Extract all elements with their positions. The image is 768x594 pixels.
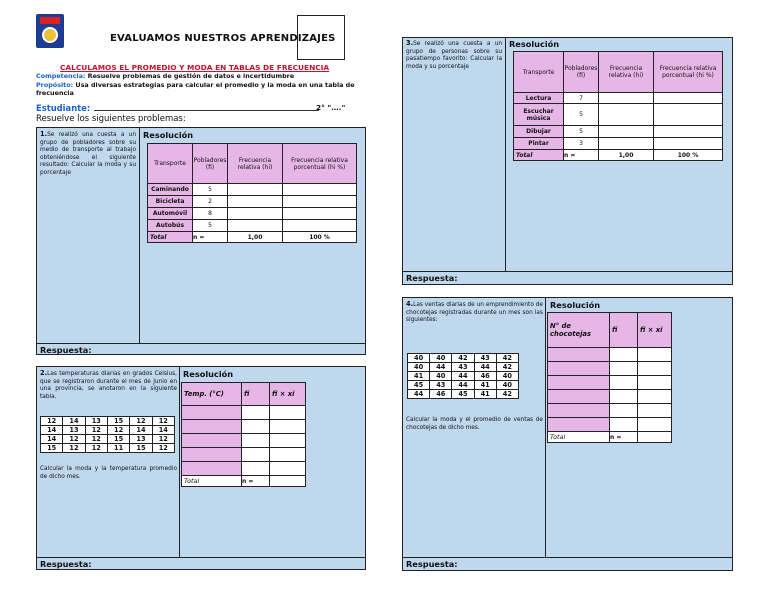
student-field[interactable]: Estudiante: [36, 103, 319, 113]
school-logo [36, 14, 64, 48]
resolucion-label: Resolución [183, 369, 234, 379]
instruction: Resuelve los siguientes problemas: [36, 114, 186, 124]
problem-text: 2.Las temperaturas diarias en grados Celsius, que se registraron durante el mes de Junio en una provincia, se anotaron en la siguiente tabla. [40, 369, 177, 400]
problem-question: Calcular la moda y la temperatura promedio de dicho mes. [40, 466, 177, 480]
respuesta-label: Respuesta: [40, 345, 92, 355]
problem-card-2 [36, 366, 366, 570]
competencia: Competencia: Resuelve problemas de gestión de datos e incertidumbre [36, 72, 295, 80]
problem-text: 4.Las ventas diarias de un emprendimiento de chocotejas registradas durante un mes son las siguientes: [406, 300, 543, 324]
resolucion-label: Resolución [509, 39, 560, 49]
problem-text: 3.Se realizó una cuesta a un grupo de personas sobre su pasatiempo favorito: Calcular la moda y su porcentaje [406, 39, 502, 70]
temperature-grid: 12 14 13 15 12 12 14 13 12 12 14 14 14 12 12 15 13 12 15 12 12 11 15 12 [40, 416, 175, 453]
problem-card-4 [402, 297, 733, 571]
respuesta-label: Respuesta: [40, 559, 92, 569]
frequency-table: Temp. (°C) fi fi × xi Total n = [181, 382, 306, 487]
problem-text: 1.Se realizó una cuesta a un grupo de pobladores sobre su medio de transporte al trabajo obteniéndose el siguiente resultado: Calcular la moda y su porcentaje [40, 130, 136, 176]
sales-grid: 40 40 42 43 42 40 44 43 44 42 41 40 44 46 40 45 43 44 41 40 44 46 45 41 42 [407, 353, 519, 399]
resolucion-label: Resolución [550, 300, 601, 310]
problem-question: Calcular la moda y el promedio de ventas de chocotejas de dicho mes. [406, 417, 543, 431]
problem-card-3 [402, 37, 733, 285]
photo-box [297, 15, 345, 60]
grade-label: 2° "…." [316, 103, 346, 112]
frequency-table: N° de chocotejas fi fi × xi Total n = [547, 312, 672, 443]
problem-card-1 [36, 127, 366, 355]
page-title: EVALUAMOS NUESTROS APRENDIZAJES [110, 33, 336, 44]
respuesta-label: Respuesta: [406, 559, 458, 569]
frequency-table: Transporte Pobladores (fi) Frecuencia relativa (hi) Frecuencia relativa porcentual (hi %) Lectura 7 Escuchar música 5 Dibujar 5 Pintar 3 Total n = 1,00 100 % [513, 51, 723, 161]
respuesta-label: Respuesta: [406, 273, 458, 283]
page-subtitle: CALCULAMOS EL PROMEDIO Y MODA EN TABLAS DE FRECUENCIA [60, 63, 330, 72]
resolucion-label: Resolución [143, 130, 194, 140]
frequency-table: Transporte Pobladores (fi) Frecuencia relativa (hi) Frecuencia relativa porcentual (hi %) Caminando 5 Bicicleta 2 Automóvil 8 Autobús 5 Total n = 1,00 100 % [147, 143, 357, 243]
proposito: Propósito: Usa diversas estrategias para calcular el promedio y la moda en una tabla de frecuencia [36, 81, 355, 97]
